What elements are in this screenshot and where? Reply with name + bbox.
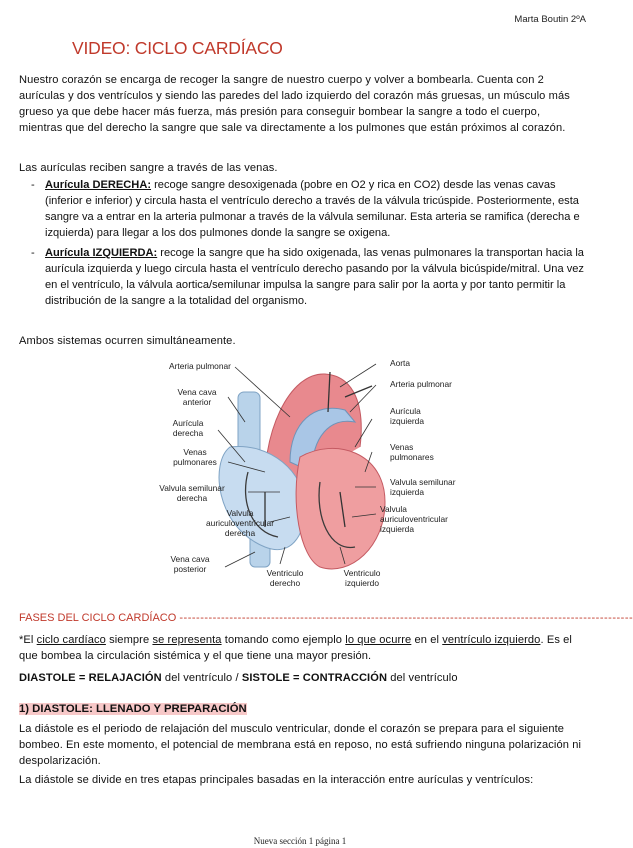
label-ventriculo-derecho: Ventriculo	[266, 568, 304, 578]
diastole-heading-text: 1) DIASTOLE: LLENADO Y PREPARACIÓN	[19, 703, 247, 715]
diastole-systole-definition	[19, 670, 585, 686]
label-aorta: Aorta	[390, 358, 411, 368]
intro-paragraph: Nuestro corazón se encarga de recoger la sangre de nuestro cuerpo y volver a bombearla. Cuenta con 2 aurículas y dos ventrículos y siendo las paredes del lado izquierdo del corazón más gruesas, un músculo más grueso ya que debe hacer más fuerza, más presión para conseguir bombear la sangre a todo el cuerpo, mientras que del derecho la sangre que sale va directamente a los pulmones que están próximos al corazón.	[19, 74, 570, 134]
label-venas-pulmonares-right: Venas	[390, 442, 414, 452]
note-text: tomando como ejemplo	[221, 634, 346, 646]
section-title: FASES DEL CICLO CARDÍACO	[19, 612, 177, 624]
label-valvula-semilunar-izquierda-2: izquierda	[390, 487, 424, 497]
list-item	[19, 245, 585, 309]
label-valvula-semilunar-derecha-2: derecha	[176, 493, 208, 503]
label-auricula-derecha: Aurícula	[172, 418, 204, 428]
page-title: VIDEO: CICLO CARDÍACO	[72, 38, 283, 58]
label-valvula-semilunar-derecha: Valvula semilunar	[159, 483, 225, 493]
label-valvula-av-izquierda: Valvula	[380, 504, 407, 514]
label-auricula-izquierda-2: izquierda	[390, 416, 424, 426]
label-ventriculo-derecho-2: derecho	[269, 578, 301, 588]
diastole-term: DIASTOLE = RELAJACIÓN	[19, 672, 162, 684]
diastole-heading	[19, 703, 247, 715]
diastole-paragraph: La diástole es el periodo de relajación del musculo ventricular, donde el corazón se prepara para el siguiente bombeo. En este momento, el potencial de membrana está en reposo, no está sufriendo ninguna polarización ni despolarización.	[19, 723, 582, 767]
label-venas-pulmonares-left-2: pulmonares	[173, 457, 217, 467]
label-ventriculo-izquierdo-2: izquierdo	[345, 578, 379, 588]
list-item	[19, 177, 585, 241]
label-vena-cava-anterior: Vena cava	[177, 387, 217, 397]
label-venas-pulmonares-left: Venas	[183, 447, 207, 457]
heart-diagram	[140, 352, 460, 600]
note-underlined: ventrículo izquierdo	[442, 634, 541, 646]
label-valvula-av-derecha-2: auriculoventricular	[206, 518, 274, 528]
label-valvula-av-derecha-3: derecha	[224, 528, 256, 538]
diastole-phases-paragraph: La diástole se divide en tres etapas principales basadas en la interacción entre aurículas y ventrículos:	[19, 774, 534, 786]
label-venas-pulmonares-right-2: pulmonares	[390, 452, 434, 462]
simultaneous-note: Ambos sistemas ocurren simultáneamente.	[19, 335, 236, 347]
systole-term: SISTOLE = CONTRACCIÓN	[241, 672, 388, 684]
label-valvula-av-izquierda-3: izquierda	[380, 524, 414, 534]
section-rule: -------------------------------------------------------------------------------------------------------------	[179, 612, 633, 624]
label-auricula-derecha-2: derecha	[172, 428, 204, 438]
label-valvula-av-izquierda-2: auriculoventricular	[380, 514, 448, 524]
definition-text: del ventrículo /	[161, 672, 242, 684]
bullet-term: Aurícula IZQUIERDA:	[45, 247, 158, 259]
bullet-text: recoge sangre desoxigenada (pobre en O2 y rica en CO2) desde las venas cavas (inferior e inferior) y circula hasta el ventrículo derecho a través de la válvula tricúspide. Posteriormente, esta sangre va a entrar en la arteria pulmonar a través de la válvula semilunar. Esta arteria se ramifica (derecha e izquierda) para llegar a los dos pulmones donde la sangre se oxigena.	[45, 179, 580, 239]
bullet-term: Aurícula DERECHA:	[45, 179, 152, 191]
label-vena-cava-posterior-2: posterior	[173, 564, 207, 574]
bullet-text: recoge la sangre que ha sido oxigenada, las venas pulmonares la transportan hacia la aurícula izquierda y luego circula hasta el ventrículo derecho pasando por la válvula bicúspide/mitral. Una vez en el ventrículo, la válvula aortica/semilunar impulsa la sangre para salir por la aorta y por tanto permitir la distribución de la sangre a la totalidad del organismo.	[45, 247, 584, 307]
note-text: *El	[19, 634, 37, 646]
label-valvula-semilunar-izquierda: Valvula semilunar	[390, 477, 456, 487]
label-arteria-pulmonar-left: Arteria pulmonar	[169, 361, 231, 371]
label-valvula-av-derecha: Valvula	[226, 508, 254, 518]
label-ventriculo-izquierdo: Ventriculo	[343, 568, 381, 578]
atria-list	[19, 177, 585, 313]
author-name: Marta Boutin 2ºA	[514, 14, 586, 25]
note-underlined: se representa	[152, 634, 222, 646]
heart-illustration	[140, 352, 460, 600]
label-auricula-izquierda: Aurícula	[390, 406, 421, 416]
lead-paragraph: Las aurículas reciben sangre a través de las venas.	[19, 162, 278, 174]
label-vena-cava-posterior: Vena cava	[170, 554, 210, 564]
label-arteria-pulmonar-right: Arteria pulmonar	[390, 379, 452, 389]
note-text: en el	[411, 634, 443, 646]
note-text: siempre	[105, 634, 153, 646]
section-heading	[19, 612, 633, 624]
definition-text: del ventrículo	[387, 672, 458, 684]
note-underlined: ciclo cardíaco	[36, 634, 106, 646]
page-footer: Nueva sección 1 página 1	[253, 836, 347, 846]
label-vena-cava-anterior-2: anterior	[182, 397, 212, 407]
note-text: . Es el que bombea la circulación sistémica y el que tiene una mayor presión.	[19, 634, 572, 662]
note-underlined: lo que ocurre	[345, 634, 412, 646]
cycle-note	[19, 632, 585, 664]
